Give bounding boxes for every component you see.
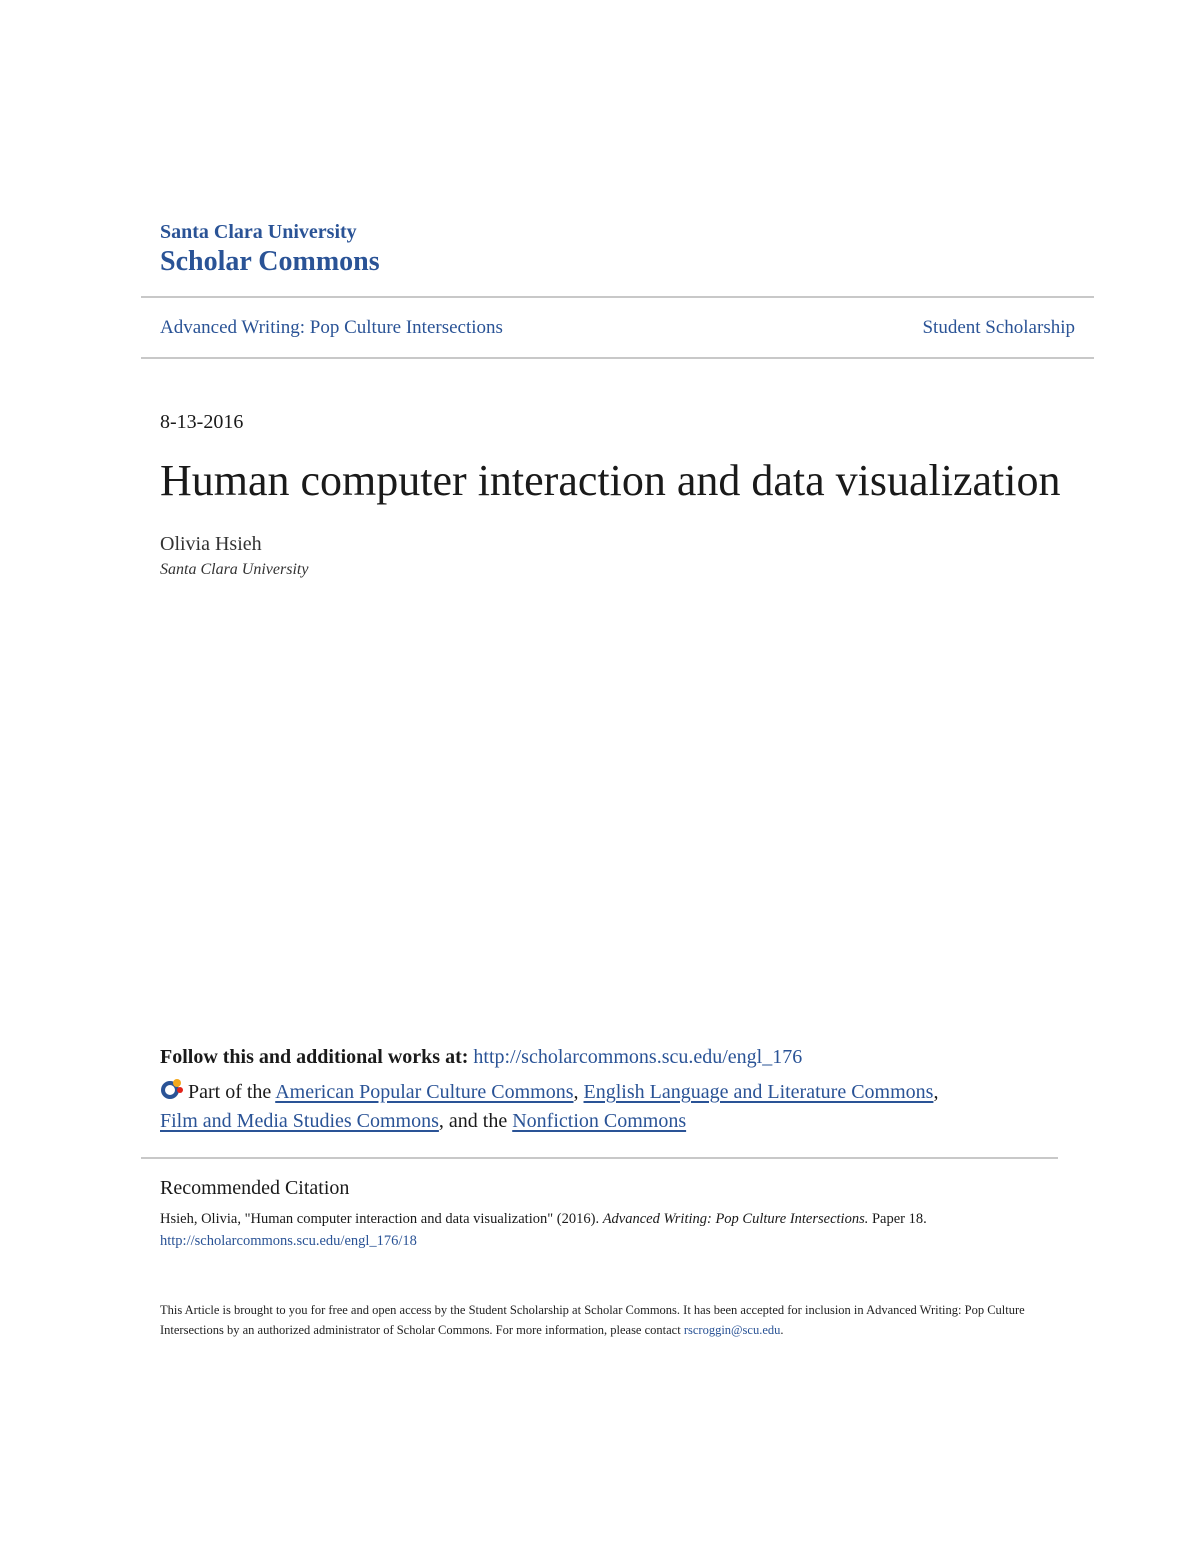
american-popular-culture-link[interactable]: American Popular Culture Commons: [275, 1081, 574, 1103]
part-of-line: [160, 1078, 1060, 1136]
publication-date: 8-13-2016: [160, 411, 244, 433]
network-icon: [160, 1078, 186, 1100]
nonfiction-commons-link[interactable]: Nonfiction Commons: [512, 1110, 687, 1132]
citation-journal: Advanced Writing: Pop Culture Intersections.: [602, 1211, 869, 1227]
follow-url-link[interactable]: http://scholarcommons.scu.edu/engl_176: [473, 1046, 803, 1068]
header-top-divider: [141, 296, 1094, 298]
repository-name[interactable]: Scholar Commons: [160, 246, 380, 277]
part-of-separator: ,: [933, 1081, 939, 1103]
contact-email-link[interactable]: rscroggin@scu.edu: [683, 1323, 781, 1337]
part-of-separator: ,: [573, 1081, 584, 1103]
citation-heading: Recommended Citation: [160, 1177, 350, 1199]
header-bottom-divider: [141, 357, 1094, 359]
part-of-prefix: Part of the: [188, 1081, 272, 1103]
access-notice-end: .: [780, 1323, 784, 1337]
access-notice-text: This Article is brought to you for free and open access by the Student Scholarship at Scholar Commons. It has been accepted for inclusion in Advanced Writing: Pop Culture Intersections by an authorized administrator of Scholar Commons. For more information, please contact: [160, 1303, 1025, 1337]
film-media-studies-link[interactable]: Film and Media Studies Commons: [160, 1110, 439, 1132]
citation-divider: [141, 1157, 1058, 1159]
author-affiliation: Santa Clara University: [160, 561, 309, 578]
author-name: Olivia Hsieh: [160, 533, 262, 555]
series-link[interactable]: Advanced Writing: Pop Culture Intersections: [160, 317, 503, 338]
citation-paper: Paper 18.: [871, 1211, 927, 1227]
institution-name[interactable]: Santa Clara University: [160, 221, 357, 243]
part-of-separator: , and the: [438, 1110, 513, 1132]
citation-url-link[interactable]: http://scholarcommons.scu.edu/engl_176/18: [160, 1233, 417, 1249]
citation-body: Hsieh, Olivia, "Human computer interaction and data visualization" (2016).: [160, 1211, 600, 1227]
citation-text: [160, 1208, 1060, 1252]
english-language-literature-link[interactable]: English Language and Literature Commons: [583, 1081, 934, 1103]
follow-line: [160, 1046, 802, 1069]
access-notice: [160, 1300, 1060, 1340]
follow-label: Follow this and additional works at:: [160, 1046, 469, 1068]
article-title: Human computer interaction and data visualization: [160, 456, 1061, 505]
collection-link[interactable]: Student Scholarship: [922, 317, 1075, 338]
